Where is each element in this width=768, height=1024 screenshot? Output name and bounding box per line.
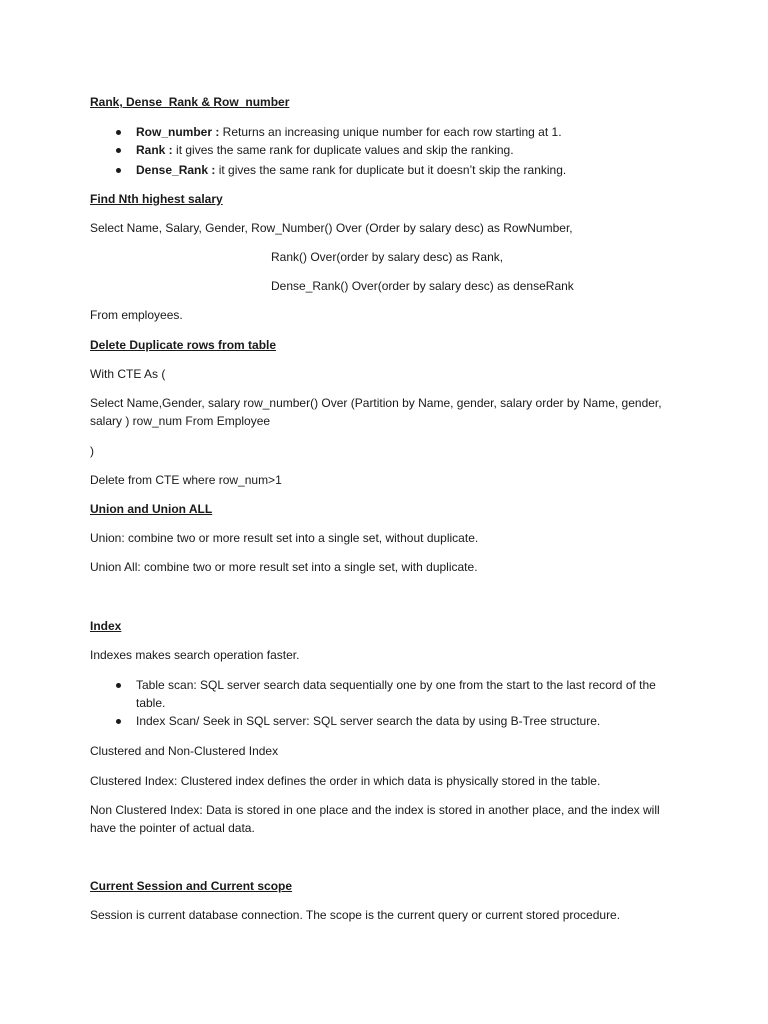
union-line-1: Union: combine two or more result set into a single set, without duplicate. [90, 531, 479, 545]
bullet-text: Returns an increasing unique number for each row starting at 1. [219, 125, 562, 139]
bullet-icon [116, 676, 124, 688]
union-line-2: Union All: combine two or more result set into a single set, with duplicate. [90, 560, 478, 574]
session-line-1: Session is current database connection. The scope is the current query or current stored procedure. [90, 908, 621, 922]
cte-line-3: ) [90, 444, 94, 458]
index-bullet-1: Table scan: SQL server search data sequentially one by one from the start to the last record of the table. [136, 678, 656, 710]
bullet-term: Dense_Rank : [136, 163, 216, 177]
cte-line-4: Delete from CTE where row_num>1 [90, 473, 282, 487]
rank-heading: Rank, Dense_Rank & Row_number [90, 95, 290, 109]
nth-query-line-2: Rank() Over(order by salary desc) as Rank, [271, 250, 504, 264]
bullet-text: it gives the same rank for duplicate values and skip the ranking. [172, 143, 514, 157]
bullet-icon [116, 161, 124, 173]
index-bullet-2: Index Scan/ Seek in SQL server: SQL server search the data by using B-Tree structure. [136, 714, 601, 728]
session-heading: Current Session and Current scope [90, 879, 293, 893]
delete-duplicates-heading: Delete Duplicate rows from table [90, 338, 277, 352]
index-line-4: Non Clustered Index: Data is stored in one place and the index is stored in another place, and the index will have the pointer of actual data. [90, 803, 660, 835]
bullet-term: Row_number : [136, 125, 220, 139]
nth-salary-heading: Find Nth highest salary [90, 192, 223, 206]
union-heading: Union and Union ALL [90, 502, 213, 516]
bullet-text: it gives the same rank for duplicate but it doesn’t skip the ranking. [215, 163, 567, 177]
nth-query-line-1: Select Name, Salary, Gender, Row_Number() Over (Order by salary desc) as RowNumber, [90, 221, 573, 235]
index-heading: Index [90, 619, 122, 633]
rank-bullet-3 [136, 161, 676, 179]
bullet-icon [116, 141, 124, 153]
cte-line-2: Select Name,Gender, salary row_number() Over (Partition by Name, gender, salary order by Name, gender, salary ) row_num From Employee [90, 396, 662, 428]
bullet-term: Rank : [136, 143, 173, 157]
bullet-icon [116, 712, 124, 724]
bullet-icon [116, 123, 124, 135]
rank-bullet-2 [136, 141, 676, 159]
index-line-2: Clustered and Non-Clustered Index [90, 744, 279, 758]
nth-query-line-4: From employees. [90, 308, 183, 322]
index-line-1: Indexes makes search operation faster. [90, 648, 300, 662]
index-line-3: Clustered Index: Clustered index defines the order in which data is physically stored in the table. [90, 774, 601, 788]
nth-query-line-3: Dense_Rank() Over(order by salary desc) as denseRank [271, 279, 574, 293]
rank-bullet-1 [136, 123, 676, 141]
cte-line-1: With CTE As ( [90, 367, 166, 381]
